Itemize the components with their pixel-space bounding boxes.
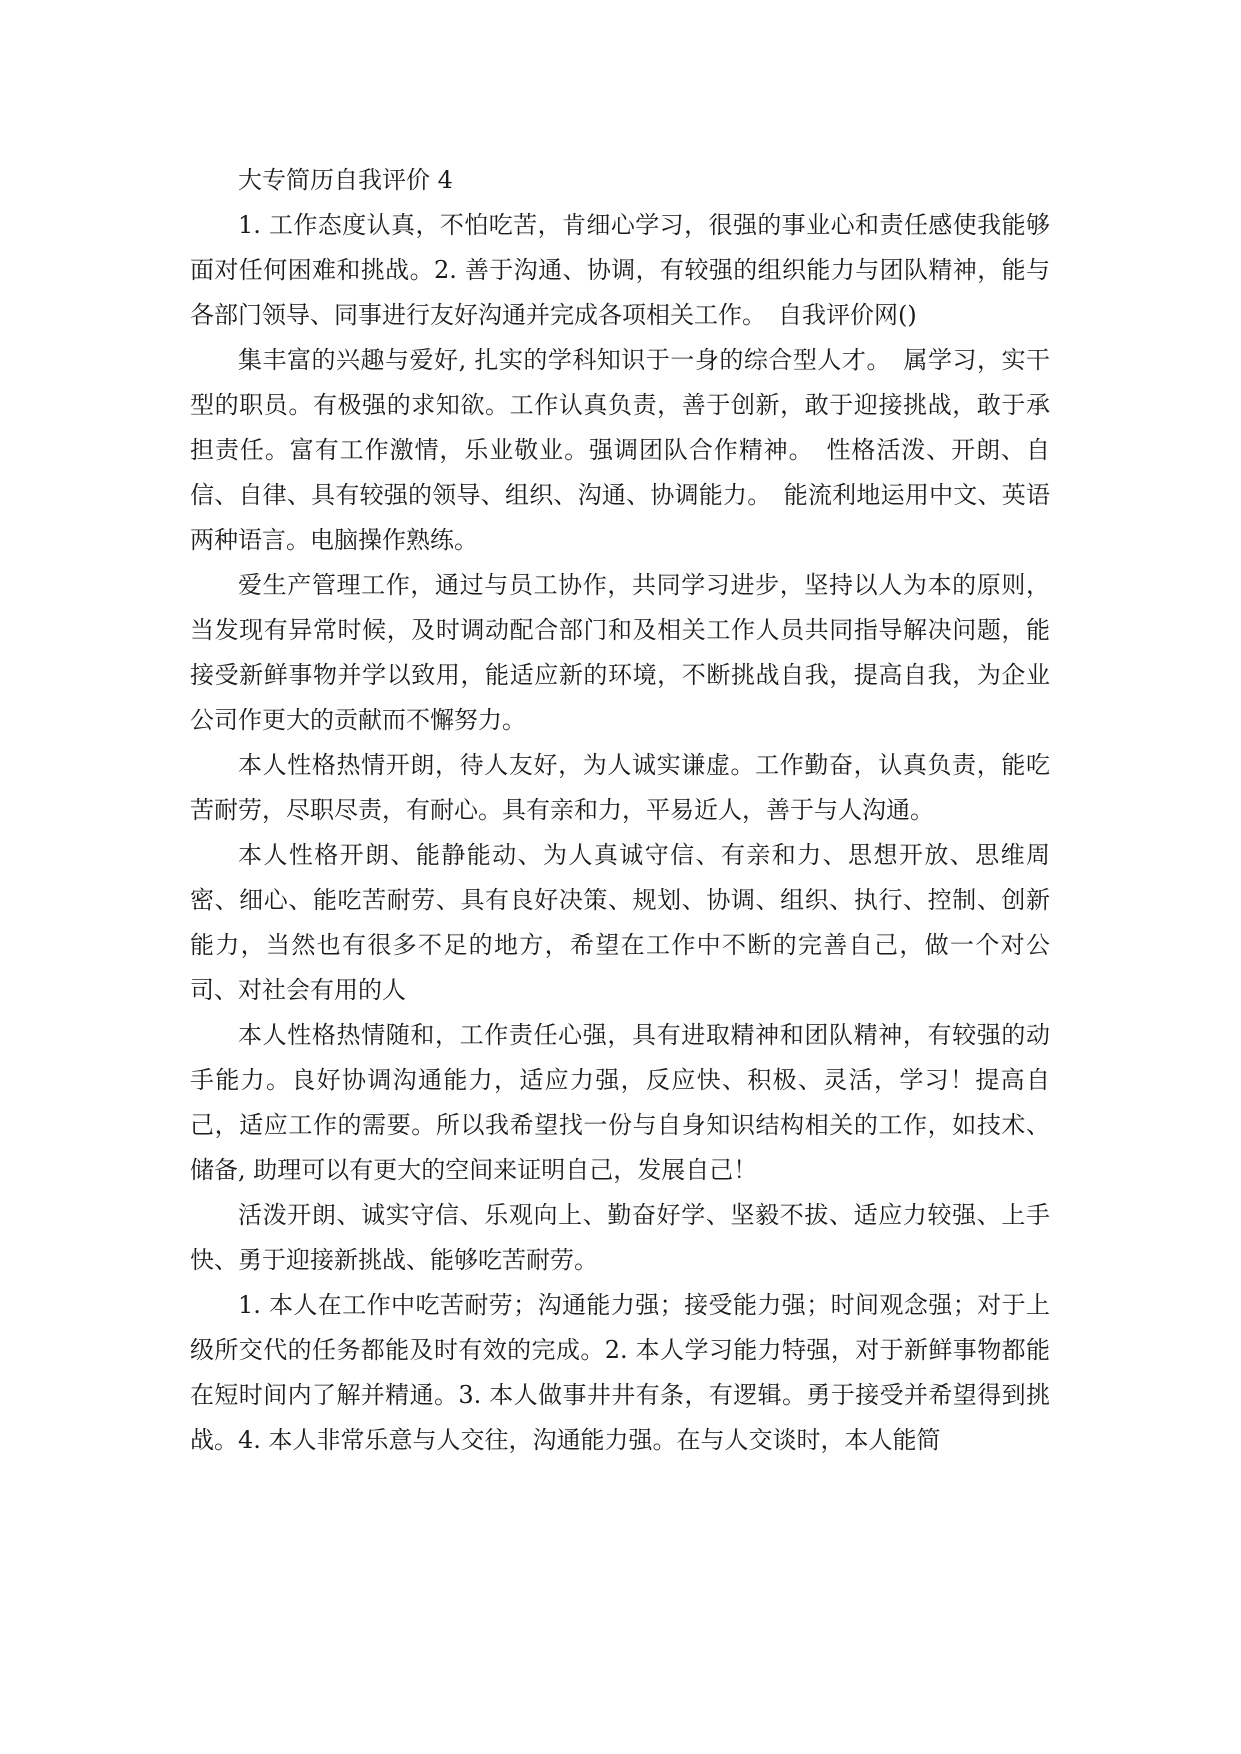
paragraph-3: 爱生产管理工作，通过与员工协作，共同学习进步，坚持以人为本的原则，当发现有异常时候，及时调动配合部门和及相关工作人员共同指导解决问题，能接受新鲜事物并学以致用，能适应新的环境，不断挑战自我，提高自我，为企业公司作更大的贡献而不懈努力。 <box>190 571 1050 734</box>
paragraph-2: 集丰富的兴趣与爱好, 扎实的学科知识于一身的综合型人才。 属学习，实干型的职员。有极强的求知欲。工作认真负责，善于创新，敢于迎接挑战，敢于承担责任。富有工作激情，乐业敬业。强调团队合作精神。 性格活泼、开朗、自信、自律、具有较强的领导、组织、沟通、协调能力。 能流利地运用中文、英语两种语言。电脑操作熟练。 <box>190 346 1050 554</box>
paragraph-5: 本人性格开朗、能静能动、为人真诚守信、有亲和力、思想开放、思维周密、细心、能吃苦耐劳、具有良好决策、规划、协调、组织、执行、控制、创新能力，当然也有很多不足的地方，希望在工作中不断的完善自己，做一个对公司、对社会有用的人 <box>190 841 1050 1004</box>
document-body <box>190 158 1050 1463</box>
paragraph-4: 本人性格热情开朗，待人友好，为人诚实谦虚。工作勤奋，认真负责，能吃苦耐劳，尽职尽责，有耐心。具有亲和力，平易近人，善于与人沟通。 <box>190 751 1050 824</box>
paragraph-7: 活泼开朗、诚实守信、乐观向上、勤奋好学、坚毅不拔、适应力较强、上手快、勇于迎接新挑战、能够吃苦耐劳。 <box>190 1201 1050 1274</box>
document-title: 大专简历自我评价 4 <box>238 166 453 194</box>
paragraph-8: 1. 本人在工作中吃苦耐劳；沟通能力强；接受能力强；时间观念强；对于上级所交代的任务都能及时有效的完成。2. 本人学习能力特强，对于新鲜事物都能在短时间内了解并精通。3. 本人做事井井有条，有逻辑。勇于接受并希望得到挑战。4. 本人非常乐意与人交往，沟通能力强。在与人交谈时，本人能简 <box>190 1291 1050 1454</box>
paragraph-6: 本人性格热情随和，工作责任心强，具有进取精神和团队精神，有较强的动手能力。良好协调沟通能力，适应力强，反应快、积极、灵活，学习！提高自己，适应工作的需要。所以我希望找一份与自身知识结构相关的工作，如技术、储备, 助理可以有更大的空间来证明自己，发展自己！ <box>190 1021 1050 1184</box>
paragraph-1: 1. 工作态度认真，不怕吃苦，肯细心学习，很强的事业心和责任感使我能够面对任何困难和挑战。2. 善于沟通、协调，有较强的组织能力与团队精神，能与各部门领导、同事进行友好沟通并完成各项相关工作。 自我评价网() <box>190 211 1050 329</box>
